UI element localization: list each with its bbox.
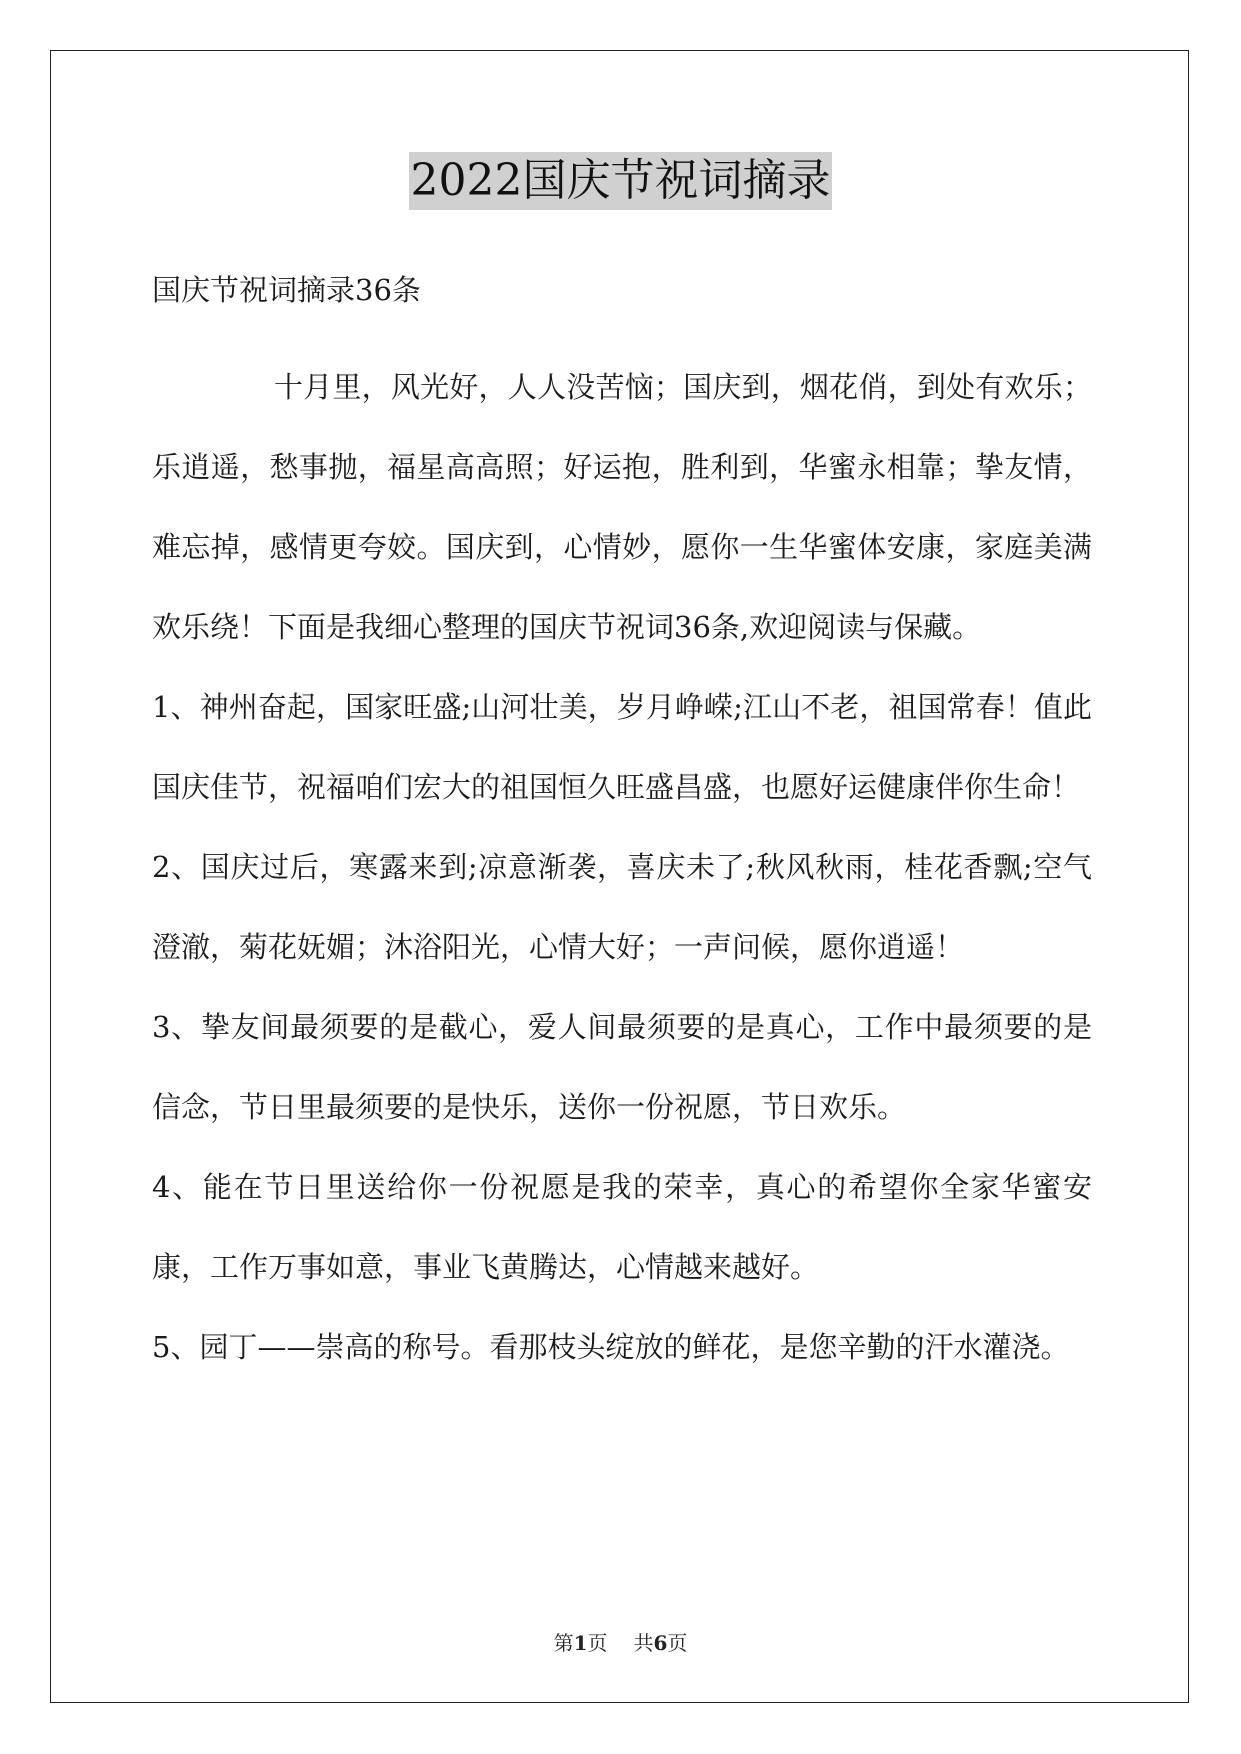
intro-paragraph: 十月里，风光好，人人没苦恼；国庆到，烟花俏，到处有欢乐；乐逍遥，愁事抛，福星高高照；好运抱，胜利到，华蜜永相靠；挚友情，难忘掉，感情更夸姣。国庆到，心情妙，愿你一生华蜜体安康，家庭美满欢乐绕！下面是我细心整理的国庆节祝词36条,欢迎阅读与保藏。 [152, 370, 1092, 644]
document-title: 2022国庆节祝词摘录 [409, 152, 833, 210]
greeting-item-3: 3、挚友间最须要的是截心，爱人间最须要的是真心，工作中最须要的是信念，节日里最须要的是快乐，送你一份祝愿，节日欢乐。 [152, 1010, 1092, 1124]
footer-page-word: 页 [587, 1631, 608, 1655]
footer-current-page: 1 [573, 1631, 588, 1655]
greeting-item-5: 5、园丁——崇高的称号。看那枝头绽放的鲜花，是您辛勤的汗水灌浇。 [152, 1330, 1070, 1364]
footer-prefix: 第 [553, 1631, 574, 1655]
footer-total-pages: 6 [653, 1631, 668, 1655]
greeting-item-1: 1、神州奋起，国家旺盛;山河壮美，岁月峥嵘;江山不老，祖国常春！值此国庆佳节，祝福咱们宏大的祖国恒久旺盛昌盛，也愿好运健康伴你生命！ [152, 690, 1092, 804]
greeting-item-4: 4、能在节日里送给你一份祝愿是我的荣幸，真心的希望你全家华蜜安康，工作万事如意，事业飞黄腾达，心情越来越好。 [152, 1170, 1092, 1284]
footer-total-prefix: 共 [633, 1631, 654, 1655]
document-body [152, 347, 1092, 1387]
document-subtitle: 国庆节祝词摘录36条 [152, 273, 421, 307]
greeting-item-2: 2、国庆过后，寒露来到;凉意渐袭，喜庆未了;秋风秋雨，桂花香飘;空气澄澈，菊花妩媚；沐浴阳光，心情大好；一声问候，愿你逍遥！ [152, 850, 1092, 964]
title-container [0, 152, 1241, 210]
footer-total-suffix: 页 [667, 1631, 688, 1655]
page-footer [0, 1627, 1241, 1656]
